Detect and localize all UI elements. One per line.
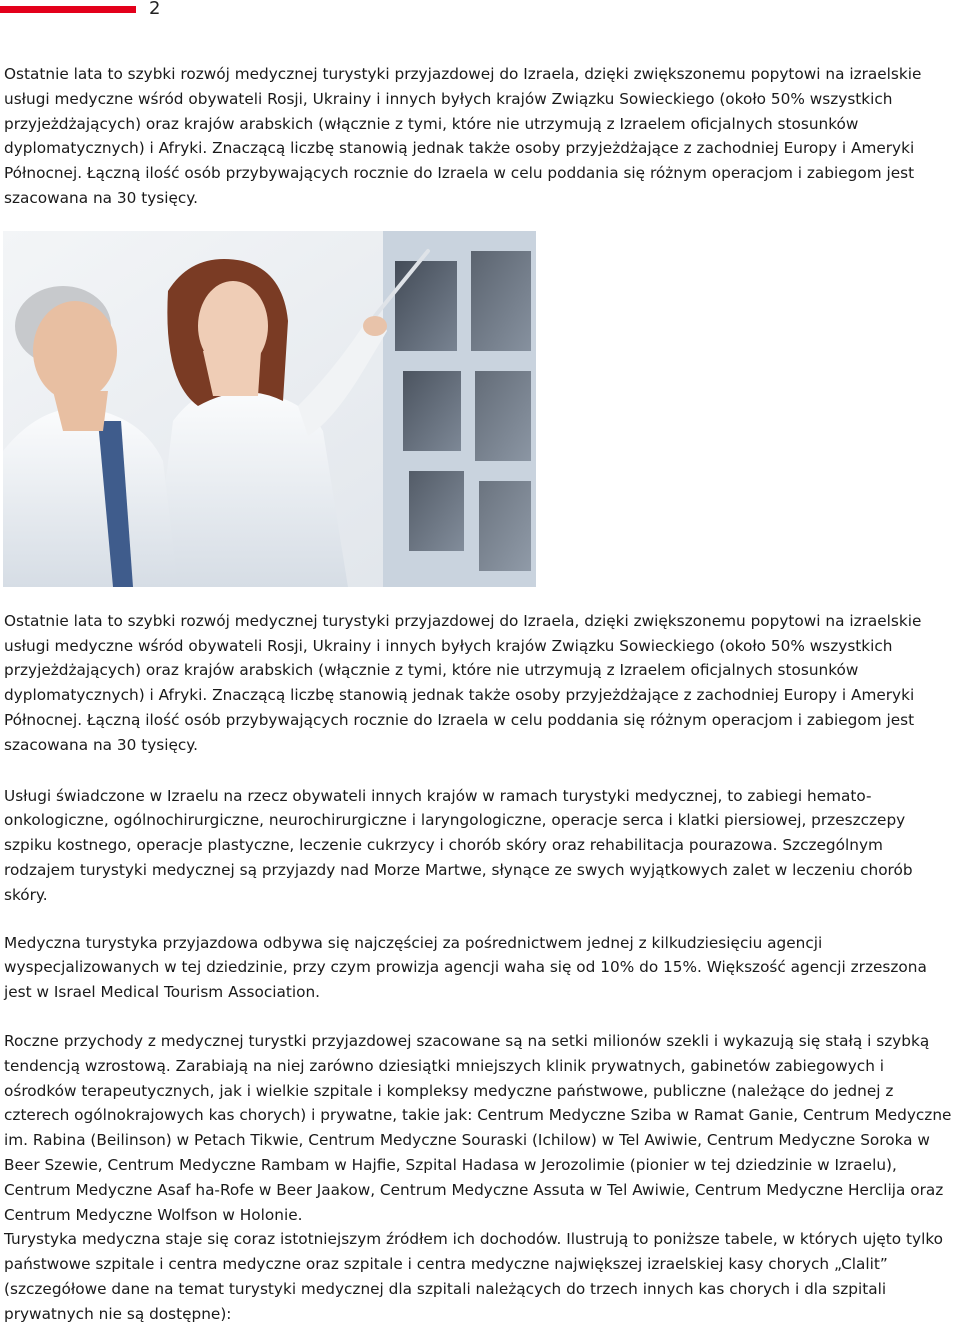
page-header (0, 0, 960, 30)
header-accent-bar (0, 6, 136, 13)
revenue-paragraph: Roczne przychody z medycznej turystki przyjazdowej szacowane są na setki milionów szekli i wykazują się stałą i szybką tendencją wzrostową. Zarabiają na niej zarówno dziesiątki mniejszych klinik prywatnych, gabinetów zabiegowych i ośrodków terapeutycznych, jak i wielkie szpitale i kompleksy medyczne państwowe, publiczne (należące do jednej z czterech ogólnokrajowych kas chorych) i prywatne, takie jak: Centrum Medyczne Sziba w Ramat Ganie, Centrum Medyczne im. Rabina (Beilinson) w Petach Tikwie, Centrum Medyczne Souraski (Ichilow) w Tel Awiwie, Centrum Medyczne Soroka w Beer Szewie, Centrum Medyczne Rambam w Hajfie, Szpital Hadasa w Jerozolimie (pionier w tej dziedzinie w Izraelu), Centrum Medyczne Asaf ha-Rofe w Beer Jaakow, Centrum Medyczne Assuta w Tel Awiwie, Centrum Medyczne Herclija oraz Centrum Medyczne Wolfson w Holonie. (4, 1031, 952, 1224)
article-body (4, 62, 958, 1327)
doctors-viewing-xray-photo (3, 231, 536, 587)
services-paragraph: Usługi świadczone w Izraelu na rzecz obywateli innych krajów w ramach turystyki medycznej, to zabiegi hemato-onkologiczne, ogólnochirurgiczne, neurochirurgiczne i laryngologiczne, operacje serca i klatki piersiowej, przeszczepy szpiku kostnego, operacje plastyczne, leczenie cukrzycy i chorób skóry oraz rehabilitacja pourazowa. Szczególnym rodzajem turystyki medycznej są przyjazdy nad Morze Martwe, słynące ze swych wyjątkowych zalet w leczeniu chorób skóry. (4, 786, 913, 904)
photo-illustration (3, 231, 536, 587)
intro-paragraph: Ostatnie lata to szybki rozwój medycznej turystyki przyjazdowej do Izraela, dzięki zwiększonemu popytowi na izraelskie usługi medyczne wśród obywateli Rosji, Ukrainy i innych byłych krajów Związku Sowieckiego (około 50% wszystkich przyjeżdżających) oraz krajów arabskich (włącznie z tymi, które nie utrzymują z Izraelem oficjalnych stosunków dyplomatycznych) i Afryki. Znaczącą liczbę stanowią jednak także osoby przyjeżdżające z zachodniej Europy i Ameryki Północnej. Łączną ilość osób przybywających rocznie do Izraela w celu poddania się różnym operacjom i zabiegom jest szacowana na 30 tysięcy. (4, 65, 922, 207)
repeat-paragraph: Ostatnie lata to szybki rozwój medycznej turystyki przyjazdowej do Izraela, dzięki zwiększonemu popytowi na izraelskie usługi medyczne wśród obywateli Rosji, Ukrainy i innych byłych krajów Związku Sowieckiego (około 50% wszystkich przyjeżdżających) oraz krajów arabskich (włącznie z tymi, które nie utrzymują z Izraelem oficjalnych stosunków dyplomatycznych) i Afryki. Znaczącą liczbę stanowią jednak także osoby przyjeżdżające z zachodniej Europy i Ameryki Północnej. Łączną ilość osób przybywających rocznie do Izraela w celu poddania się różnym operacjom i zabiegom jest szacowana na 30 tysięcy. (4, 611, 922, 754)
tables-intro-paragraph: Turystyka medyczna staje się coraz istotniejszym źródłem ich dochodów. Ilustrują to poniższe tabele, w których ujęto tylko państwowe szpitale i centra medyczne oraz szpitale i centra medyczne największej izraelskiej kasy chorych „Clalit” (szczegółowe dane na temat turystyki medycznej dla szpitali należących do trzech innych kas chorych i dla szpitali prywatnych nie są dostępne): (4, 1230, 944, 1323)
agencies-paragraph: Medyczna turystyka przyjazdowa odbywa się najczęściej za pośrednictwem jednej z kilkudziesięciu agencji wyspecjalizowanych w tej dziedzinie, przy czym prowizja agencji waha się od 10% do 15%. Większość agencji zrzeszona jest w Israel Medical Tourism Association. (4, 933, 927, 1002)
page-number: 2 (149, 0, 161, 19)
